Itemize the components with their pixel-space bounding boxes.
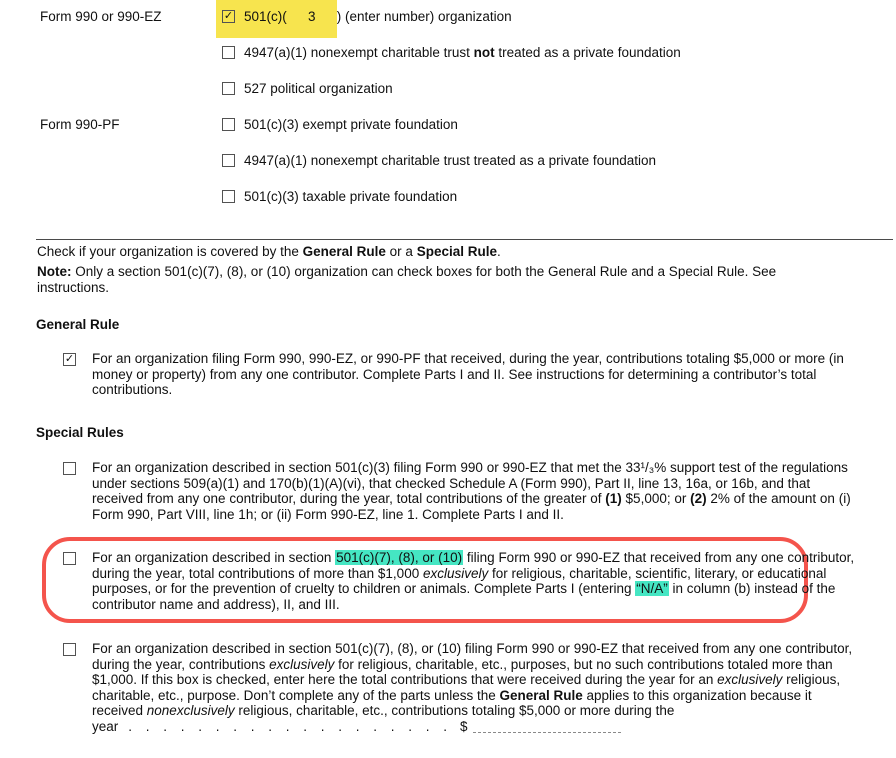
501c-number-entry[interactable]: 3 <box>308 9 316 24</box>
filer-group-label-990pf: Form 990-PF <box>40 117 120 132</box>
checkbox-special-rule-3[interactable] <box>63 643 76 656</box>
general-rule-text: For an organization filing Form 990, 990-EZ, or 990-PF that received, during the year, contributions totaling $5,000 or more (in money or property) from any one contributor. Complete Parts I and II. See instructions for determining a contributor’s total contributions. <box>92 351 844 397</box>
cyan-highlight-annotation: “N/A” <box>636 581 668 596</box>
checkbox-4947a1-not-treated[interactable] <box>222 46 235 59</box>
checkbox-501c3-taxable-pf[interactable] <box>222 190 235 203</box>
filer-row-4947-not-treated <box>0 44 896 64</box>
filer-row-4947-treated <box>0 152 896 172</box>
special-rule-2-text: For an organization described in section 501(c)(7), (8), or (10) filing Form 990 or 990-EZ that received from any one contributor, during the year, total contributions of more than $1,000 exclusively for religious, charitable, scientific, literary, or educational purposes, or for the prevention of cruelty to children or animals. Complete Parts I (entering “N/A” in column (b) instead of the contributor name and address), II, and III. <box>92 550 855 612</box>
filer-row-taxable-pf <box>0 188 896 208</box>
checkbox-special-rule-2[interactable] <box>63 552 76 565</box>
checkbox-501c3-exempt-pf[interactable] <box>222 118 235 131</box>
filer-row-501c <box>0 8 896 28</box>
general-rule-item <box>63 351 864 398</box>
filer-option-label: 4947(a)(1) nonexempt charitable trust not treated as a private foundation <box>244 45 681 60</box>
total-contributions-amount-field[interactable] <box>473 719 621 733</box>
filer-option-label: 527 political organization <box>244 81 393 96</box>
section-divider <box>36 239 893 240</box>
filer-option-label: 501(c)(3) taxable private foundation <box>244 189 458 204</box>
currency-symbol: $ <box>460 718 468 734</box>
checkbox-501c-organization[interactable] <box>222 10 235 23</box>
filer-option-label: 4947(a)(1) nonexempt charitable trust treated as a private foundation <box>244 153 656 168</box>
check-icon: ✓ <box>64 353 75 365</box>
filer-group-label-990: Form 990 or 990-EZ <box>40 9 162 24</box>
coverage-instruction: Check if your organization is covered by the General Rule or a Special Rule. <box>37 244 501 259</box>
special-rule-3 <box>63 641 864 734</box>
special-rule-2 <box>63 550 864 612</box>
checkbox-special-rule-1[interactable] <box>63 462 76 475</box>
special-rule-1-text: For an organization described in section 501(c)(3) filing Form 990 or 990-EZ that met the 33¹/₃% support test of the regulations under sections 509(a)(1) and 170(b)(1)(A)(vi), that checked Schedule A (Form 990), Part II, line 13, 16a, or 16b, and that received from any one contributor, during the year, total contributions of the greater of (1) $5,000; or (2) 2% of the amount on (i) Form 990, Part VIII, line 1h; or (ii) Form 990-EZ, line 1. Complete Parts I and II. <box>92 460 851 522</box>
checkbox-527-political[interactable] <box>222 82 235 95</box>
filer-option-label: 501(c)( 3 ) (enter number) organization <box>244 9 512 24</box>
special-rule-3-text: For an organization described in section 501(c)(7), (8), or (10) filing Form 990 or 990-EZ that received from any one contributor, during the year, contributions exclusively for religious, charitable, etc., purposes, but no such contributions totaled more than $1,000. If this box is checked, enter here the total contributions that were received during the year for an exclusively religious, charitable, etc., purpose. Don’t complete any of the parts unless the General Rule applies to this organization because it received nonexclusively religious, charitable, etc., contributions totaling $5,000 or more during the year . . . . . . . . . . . . . . . . . . . $ <box>92 641 853 734</box>
filer-option-label: 501(c)(3) exempt private foundation <box>244 117 458 132</box>
special-rules-heading: Special Rules <box>36 425 124 440</box>
checkbox-4947a1-treated[interactable] <box>222 154 235 167</box>
cyan-highlight-annotation: 501(c)(7), (8), or (10) <box>336 550 463 565</box>
checkbox-general-rule[interactable] <box>63 353 76 366</box>
coverage-note: Note: Only a section 501(c)(7), (8), or (10) organization can check boxes for both the General Rule and a Special Rule. See instructions. <box>37 264 777 295</box>
dot-leader: . . . . . . . . . . . . . . . . . . . <box>128 718 453 734</box>
special-rule-1 <box>63 460 864 522</box>
filer-row-527 <box>0 80 896 100</box>
general-rule-heading: General Rule <box>36 317 120 332</box>
filer-row-990pf-exempt <box>0 116 896 136</box>
check-icon: ✓ <box>223 10 234 22</box>
